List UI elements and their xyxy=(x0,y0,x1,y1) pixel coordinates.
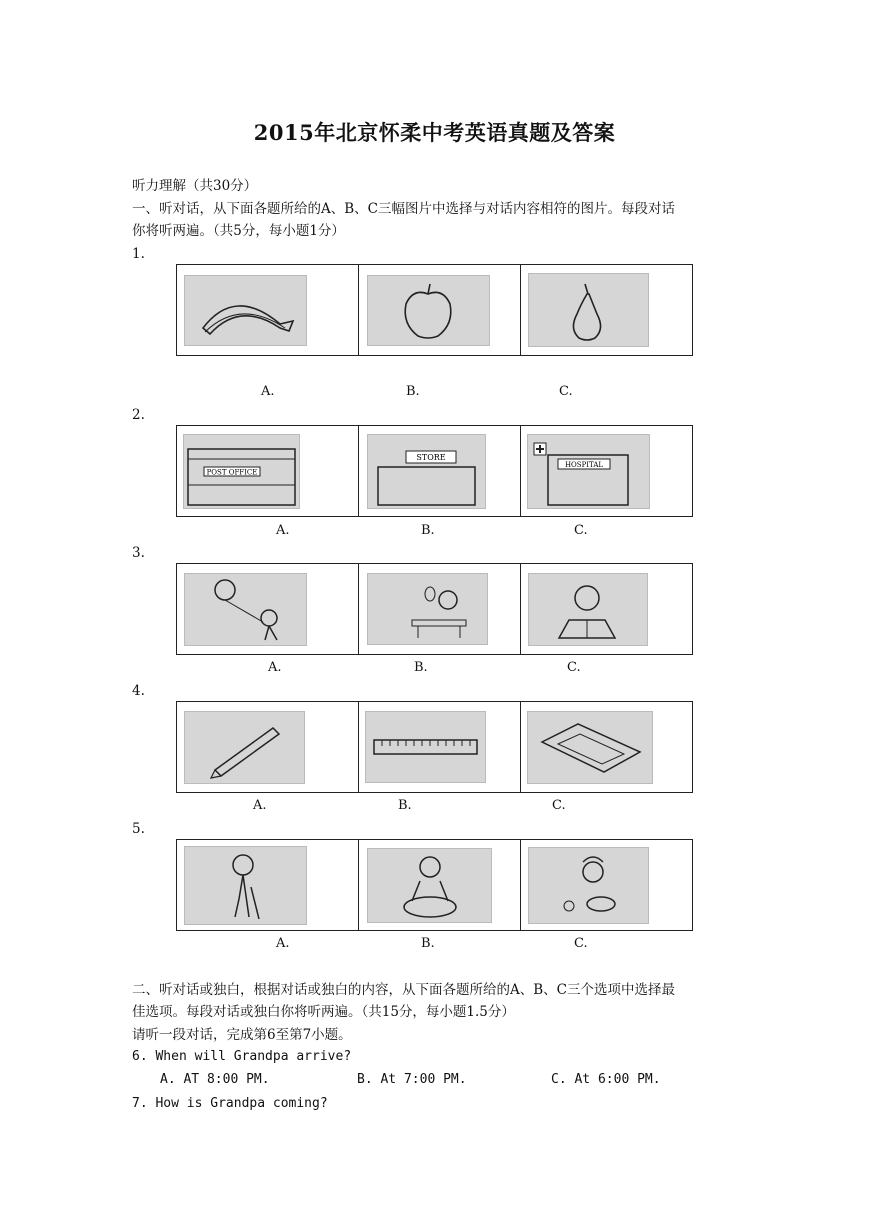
ruler-icon xyxy=(365,711,486,783)
question-number: 4. xyxy=(132,683,145,699)
option-label-c: C. xyxy=(574,936,588,951)
page-title: 2015年北京怀柔中考英语真题及答案 xyxy=(253,120,616,145)
option-label-a: A. xyxy=(268,660,282,675)
post-office-icon xyxy=(183,434,300,509)
part1-instruction-line1: 一、听对话，从下面各题所给的A、B、C三幅图片中选择与对话内容相符的图片。每段对话 xyxy=(132,201,675,217)
boy-reading-icon xyxy=(528,573,648,646)
option-label-a: A. xyxy=(261,384,275,399)
banana-icon xyxy=(184,275,307,346)
girl-cooking-icon xyxy=(528,847,649,924)
option-cell xyxy=(521,702,693,793)
section-heading: 听力理解（共30分） xyxy=(132,178,258,194)
part1-instruction-line2: 你将听两遍。（共5分，每小题1分） xyxy=(132,223,345,239)
question-number: 3. xyxy=(132,545,145,561)
option-label-b: B. xyxy=(421,936,435,951)
option-label-a: A. xyxy=(276,523,290,538)
option-cell xyxy=(177,426,359,517)
boy-playing-ping-pong-icon xyxy=(367,573,488,645)
sign-text: POST OFFICE xyxy=(206,468,258,476)
option-cell xyxy=(359,426,521,517)
sign-text: STORE xyxy=(416,452,446,462)
part2-instruction-line1: 二、听对话或独白，根据对话或独白的内容，从下面各题所给的A、B、C三个选项中选择最 xyxy=(132,982,675,998)
question-6-option-c: C. At 6:00 PM. xyxy=(551,1072,661,1087)
picture-table xyxy=(176,839,693,931)
option-cell xyxy=(359,265,521,356)
option-cell xyxy=(177,564,359,655)
picture-table xyxy=(176,425,693,517)
girl-sweeping-icon xyxy=(184,846,307,925)
option-label-b: B. xyxy=(398,798,412,813)
option-cell xyxy=(521,265,693,356)
option-cell xyxy=(359,840,521,931)
option-cell xyxy=(521,426,693,517)
part2-instruction-line2: 佳选项。每段对话或独白你将听两遍。（共15分，每小题1.5分） xyxy=(132,1004,515,1020)
option-label-c: C. xyxy=(559,384,573,399)
question-6-option-b: B. At 7:00 PM. xyxy=(357,1072,467,1087)
option-label-c: C. xyxy=(567,660,581,675)
option-label-b: B. xyxy=(421,523,435,538)
pencil-icon xyxy=(184,711,305,784)
option-cell xyxy=(177,265,359,356)
question-6-option-a: A. AT 8:00 PM. xyxy=(160,1072,270,1087)
question-number: 1. xyxy=(132,246,145,262)
picture-table xyxy=(176,264,693,356)
option-label-b: B. xyxy=(406,384,420,399)
question-6-stem: 6. When will Grandpa arrive? xyxy=(132,1049,352,1064)
pear-icon xyxy=(528,273,649,347)
hospital-icon xyxy=(527,434,650,509)
apple-icon xyxy=(367,275,490,346)
option-cell xyxy=(521,840,693,931)
store-icon xyxy=(367,434,486,509)
option-cell xyxy=(177,840,359,931)
boy-flying-kite-icon xyxy=(184,573,307,646)
picture-table xyxy=(176,563,693,655)
option-label-b: B. xyxy=(414,660,428,675)
pencil-case-icon xyxy=(527,711,653,784)
option-cell xyxy=(359,702,521,793)
sign-text: HOSPITAL xyxy=(564,460,604,469)
question-number: 2. xyxy=(132,407,145,423)
option-label-a: A. xyxy=(253,798,267,813)
option-cell xyxy=(521,564,693,655)
girl-washing-clothes-icon xyxy=(367,848,492,923)
picture-table xyxy=(176,701,693,793)
dialogue-prompt: 请听一段对话，完成第6至第7小题。 xyxy=(132,1027,352,1043)
option-cell xyxy=(359,564,521,655)
option-label-c: C. xyxy=(552,798,566,813)
option-cell xyxy=(177,702,359,793)
option-label-a: A. xyxy=(276,936,290,951)
question-7-stem: 7. How is Grandpa coming? xyxy=(132,1096,328,1111)
question-number: 5. xyxy=(132,821,145,837)
option-label-c: C. xyxy=(574,523,588,538)
